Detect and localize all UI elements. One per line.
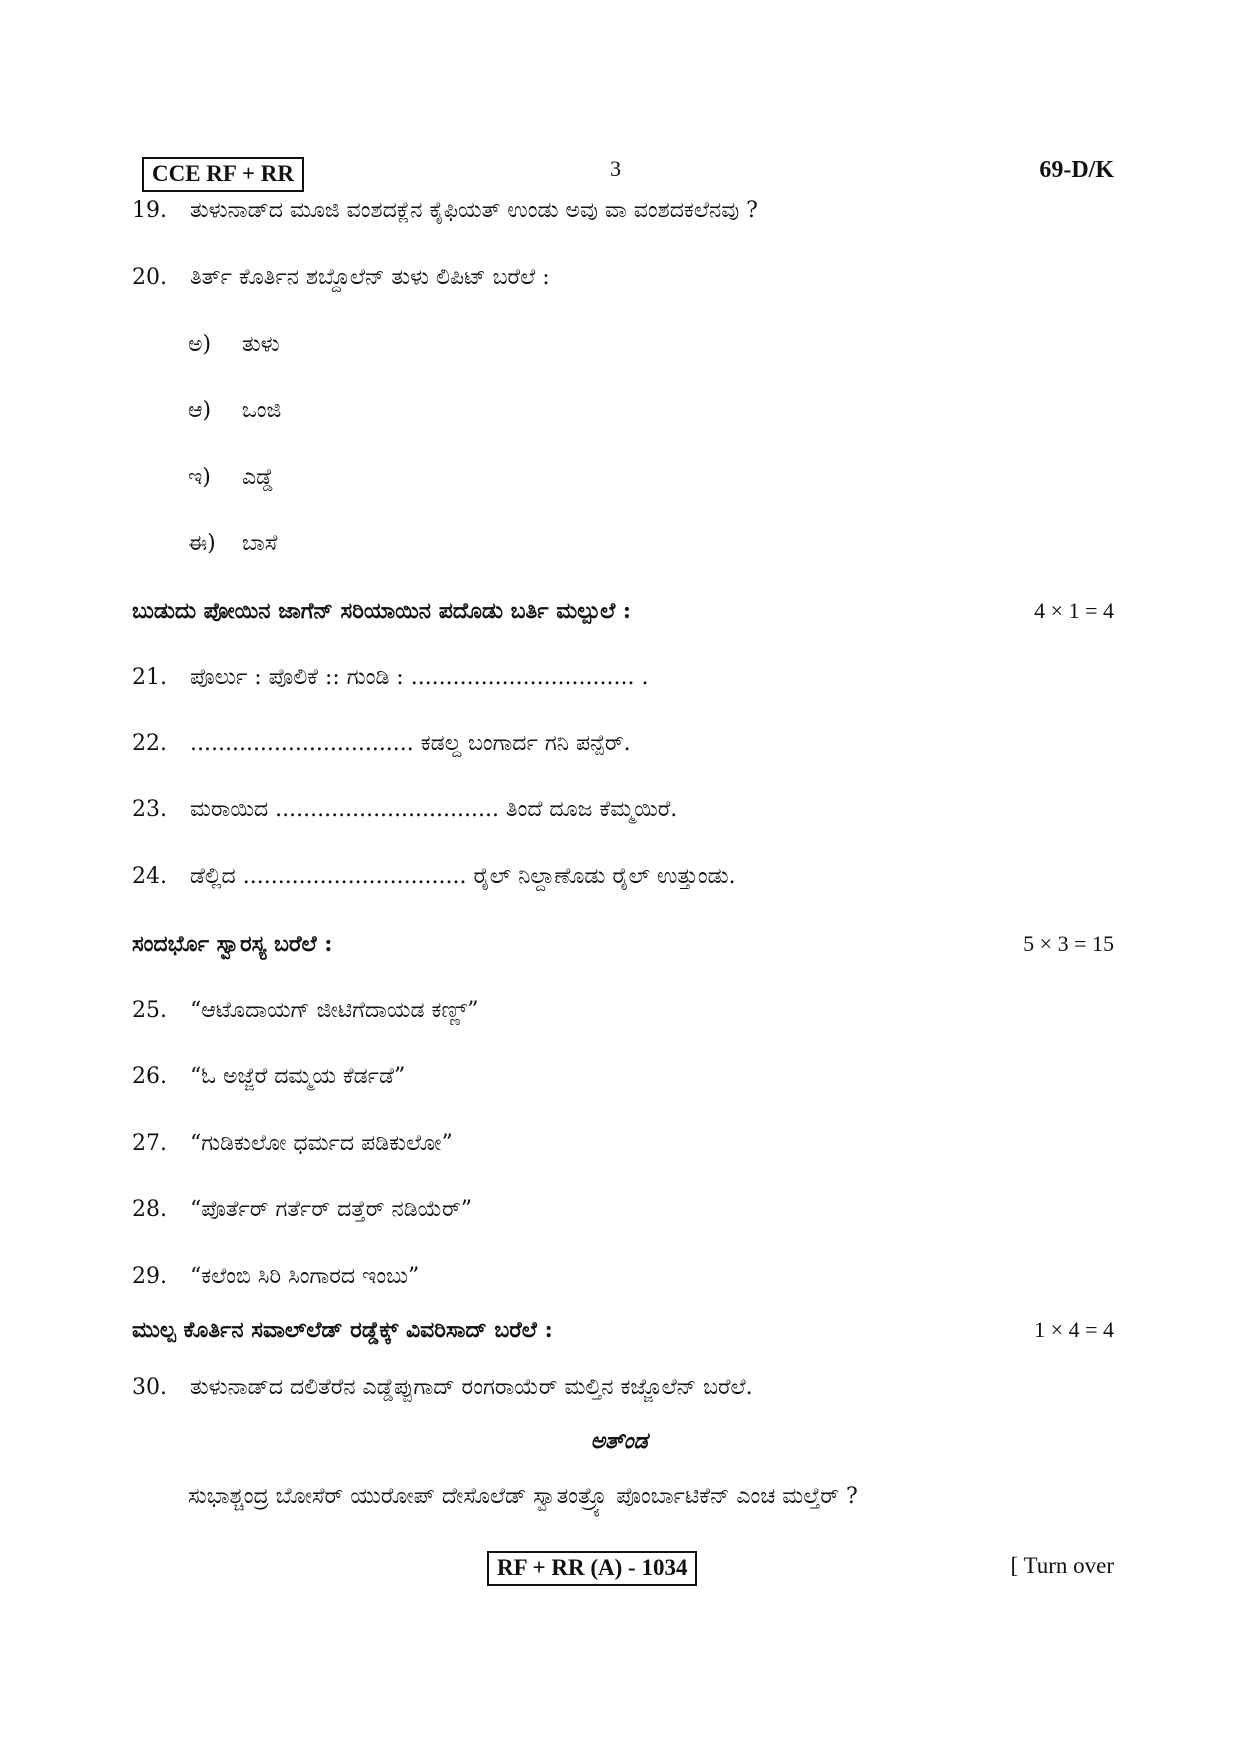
question-22 — [132, 731, 631, 756]
section-marks-context: 5 × 3 = 15 — [1023, 931, 1114, 956]
question-text: “ಗುಡಿಕುಲೋ ಧರ್ಮದ ಪಡಿಕುಲೋ” — [190, 1131, 453, 1156]
question-number: 29. — [132, 1264, 167, 1289]
option-label: ಅ) — [188, 332, 212, 357]
or-label: ಅತ್ಂಡ — [590, 1428, 648, 1454]
question-number: 23. — [132, 797, 167, 822]
option-text: ಒಂಜಿ — [242, 398, 282, 423]
question-text: “ಪೊರ್ತೆರ್ ಗರ್ತೆರ್ ದತ್ತೆರ್ ನಡಿಯೆರ್” — [190, 1197, 473, 1222]
question-30 — [132, 1375, 753, 1400]
question-number: 22. — [132, 731, 167, 756]
question-21 — [132, 665, 648, 690]
section-title-fill: ಬುಡುದು ಪೋಯಿನ ಜಾಗೆನ್ ಸರಿಯಾಯಿನ ಪದೊಡು ಬರ್ತಿ ಮಲ್ಪುಲೆ : — [132, 598, 631, 624]
option-text: ಎಡ್ಡೆ — [242, 465, 274, 490]
question-24 — [132, 864, 736, 889]
section-title-essay: ಮುಲ್ಪ ಕೊರ್ತಿನ ಸವಾಲ್‌ಲೆಡ್ ರಡ್ಡೆಕ್ಕ್ ವಿವರಿಸಾದ್ ಬರೆಲೆ : — [132, 1317, 553, 1343]
question-20 — [132, 265, 550, 290]
option-a — [188, 332, 280, 357]
question-25 — [132, 998, 478, 1023]
question-text: “ಆಟೊದಾಯಗ್ ಜೀಟಿಗೆದಾಯಡ ಕಣ್ಣ್” — [190, 998, 479, 1023]
option-text: ಬಾಸೆ — [242, 531, 278, 556]
question-text: ಮರಾಯಿದ ................................ ತಿಂದೆ ದೂಜ ಕೆಮ್ಮಯಿರೆ. — [190, 797, 678, 822]
question-text: ಡೆಲ್ಲಿದ ................................ ರೈಲ್ ನಿಲ್ದಾಣೊಡು ರೈಲ್ ಉತ್ತುಂಡು. — [190, 864, 736, 889]
question-number: 19. — [132, 198, 167, 223]
paper-code: 69-D/K — [1039, 157, 1114, 183]
question-number: 24. — [132, 864, 167, 889]
section-marks-fill: 4 × 1 = 4 — [1034, 598, 1114, 623]
option-text: ತುಳು — [242, 332, 280, 357]
question-28 — [132, 1197, 472, 1222]
header-box-code: CCE RF + RR — [142, 157, 304, 192]
option-label: ಈ) — [188, 531, 216, 556]
question-number: 26. — [132, 1064, 167, 1089]
option-c — [188, 465, 274, 490]
question-number: 28. — [132, 1197, 167, 1222]
page-number: 3 — [610, 156, 621, 181]
question-number: 25. — [132, 998, 167, 1023]
question-text: “ಓ ಅಜ್ಜೆರೆ ದಮ್ಮಯ ಕೆರ್ಡಡೆ” — [190, 1064, 406, 1089]
question-text: “ಕಲೆಂಬಿ ಸಿರಿ ಸಿಂಗಾರದ ಇಂಬು” — [190, 1264, 420, 1289]
question-26 — [132, 1064, 405, 1089]
question-number: 30. — [132, 1375, 167, 1400]
option-label: ಇ) — [188, 465, 211, 490]
footer-code-box: RF + RR (A) - 1034 — [487, 1551, 697, 1586]
question-23 — [132, 797, 677, 822]
alternative-question: ಸುಭಾಶ್ಚಂದ್ರ ಬೋಸೆರ್ ಯುರೋಪ್ ದೇಸೊಲೆಡ್ ಸ್ವಾತಂತ್ರ್ಯೊ ಪೊಂರ್ಬಾಟಿಕೆನ್ ಎಂಚ ಮಲ್ತೆರ್ ? — [188, 1484, 858, 1509]
question-19 — [132, 198, 758, 223]
question-text: ತಿರ್ತ್ ಕೊರ್ತಿನ ಶಬ್ದೊಲೆನ್ ತುಳು ಲಿಪಿಟ್ ಬರೆಲೆ : — [190, 265, 550, 290]
question-text: ................................ ಕಡಲ್ದ ಬಂಗಾರ್ದ ಗನಿ ಪನ್ಪೆರ್. — [190, 731, 631, 756]
question-number: 27. — [132, 1131, 167, 1156]
section-title-context: ಸಂದರ್ಭೊ ಸ್ವಾರಸ್ಯ ಬರೆಲೆ : — [132, 931, 333, 957]
option-b — [188, 398, 281, 423]
option-label: ಆ) — [188, 398, 212, 423]
question-27 — [132, 1131, 453, 1156]
turn-over-label: [ Turn over — [1010, 1553, 1114, 1578]
section-marks-essay: 1 × 4 = 4 — [1034, 1317, 1114, 1342]
question-29 — [132, 1264, 419, 1289]
option-d — [188, 531, 277, 556]
question-text: ತುಳುನಾಡ್‌ದ ಮೂಜಿ ವಂಶದಕ್ಲೆನ ಕೈಫಿಯತ್ ಉಂಡು ಅವು ವಾ ವಂಶದಕಲೆನವು ? — [190, 198, 758, 223]
question-text: ಪೊರ್ಲು : ಪೊಲಿಕೆ :: ಗುಂಡಿ : ................................ . — [190, 665, 649, 690]
question-number: 21. — [132, 665, 167, 690]
question-number: 20. — [132, 265, 167, 290]
question-text: ತುಳುನಾಡ್‌ದ ದಲಿತೆರೆನ ಎಡ್ಡೆಪ್ಪುಗಾದ್ ರಂಗರಾಯೆರ್ ಮಲ್ತಿನ ಕಜ್ಜೊಲೆನ್ ಬರೆಲೆ. — [190, 1375, 753, 1400]
